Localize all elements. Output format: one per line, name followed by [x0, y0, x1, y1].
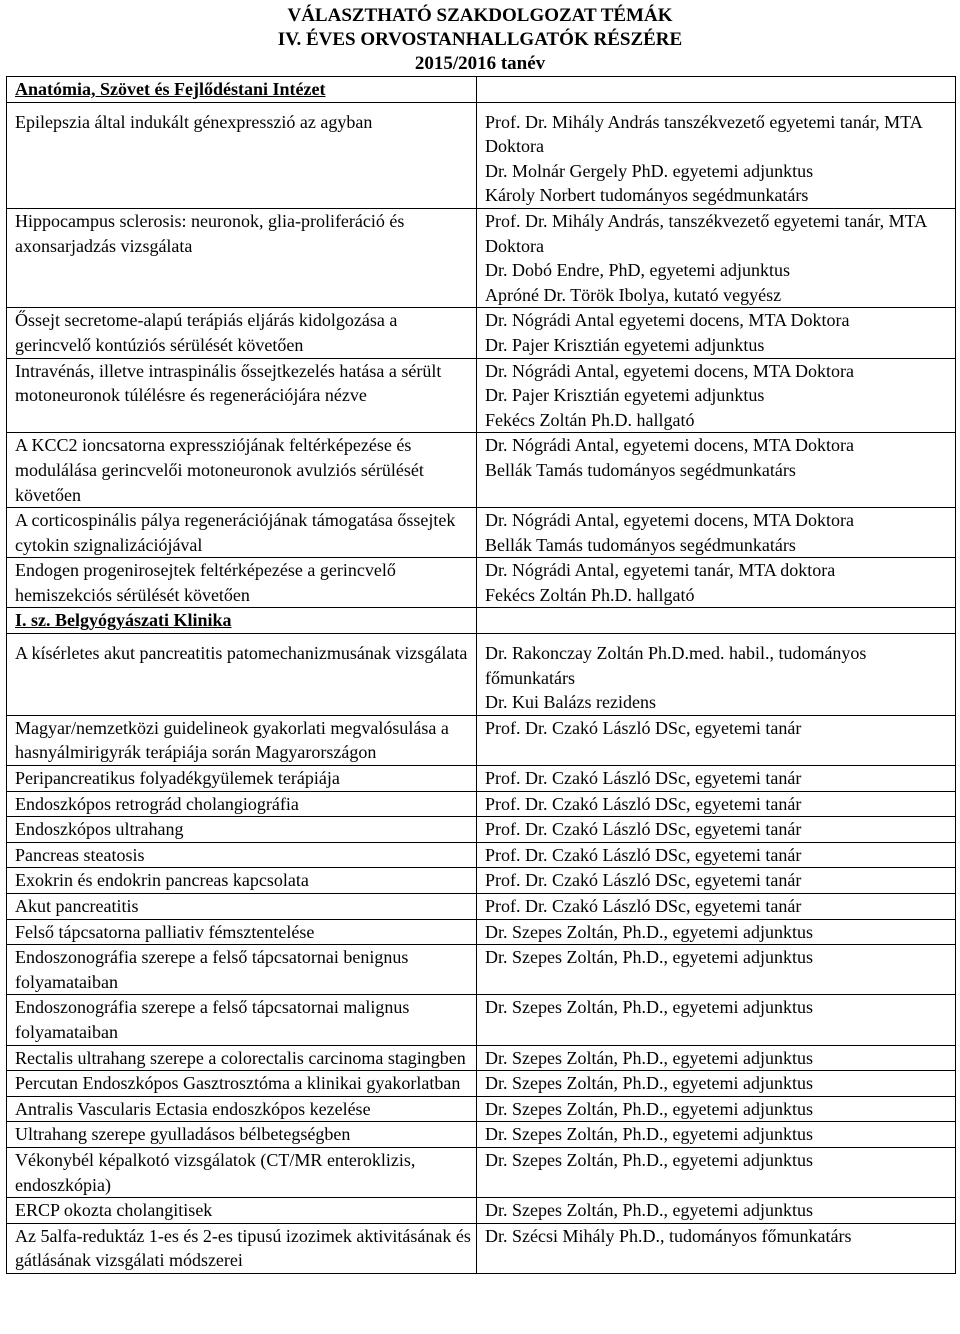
table-row	[7, 919, 956, 945]
topic-cell	[7, 791, 477, 817]
topic-title: Akut pancreatitis	[15, 896, 139, 916]
table-row	[7, 1198, 956, 1224]
thesis-topics-table	[6, 76, 956, 1274]
supervisor-list: Prof. Dr. Mihály András, tanszékvezető egyetemi tanár, MTA Doktora Dr. Dobó Endre, PhD, egyetemi adjunktus Apróné Dr. Török Ibolya, kutató vegyész	[485, 210, 927, 305]
topic-title: Peripancreatikus folyadékgyülemek terápiája	[15, 768, 340, 789]
supervisor-list: Dr. Nógrádi Antal, egyetemi docens, MTA Doktora Dr. Pajer Krisztián egyetemi adjunktus Fekécs Zoltán Ph.D. hallgató	[485, 360, 854, 430]
topic-cell	[7, 817, 477, 843]
document-subtitle: IV. ÉVES ORVOSTANHALLGATÓK RÉSZÉRE	[277, 29, 683, 50]
section-header-empty-cell	[477, 608, 956, 634]
topic-title: Endoszkópos retrográd cholangiográfia	[15, 793, 299, 814]
topic-cell	[7, 1223, 477, 1273]
topic-cell	[7, 102, 477, 208]
supervisor-cell	[477, 102, 956, 208]
supervisor-cell	[477, 1045, 956, 1071]
topic-cell	[7, 508, 477, 558]
table-row	[7, 358, 956, 433]
topic-title: Ultrahang szerepe gyulladásos bélbetegségben	[15, 1124, 351, 1145]
topic-title: A kísérletes akut pancreatitis patomechanizmusának vizsgálata	[15, 643, 468, 664]
topic-title: Felső tápcsatorna palliativ fémsztentelése	[15, 921, 315, 942]
supervisor-cell	[477, 634, 956, 716]
section-header-empty-cell	[477, 77, 956, 103]
supervisor-cell	[477, 1198, 956, 1224]
section-header-cell	[7, 77, 477, 103]
topic-cell	[7, 715, 477, 765]
topic-title: Epilepszia által indukált génexpresszió az agyban	[15, 111, 373, 132]
topic-title: Exokrin és endokrin pancreas kapcsolata	[15, 870, 309, 891]
topic-title: Endoszonográfia szerepe a felső tápcsatornai malignus folyamataiban	[15, 997, 410, 1042]
table-row	[7, 1096, 956, 1122]
supervisor-cell	[477, 433, 956, 508]
table-row	[7, 791, 956, 817]
topic-title: A KCC2 ioncsatorna expressziójának feltérképezése és modulálása gerincvelői motoneuronok avulziós sérülését követően	[15, 435, 424, 505]
table-row	[7, 208, 956, 307]
supervisor-cell	[477, 715, 956, 765]
topic-title: Endoszonográfia szerepe a felső tápcsatornai benignus folyamataiban	[15, 947, 409, 992]
topic-cell	[7, 634, 477, 716]
table-row	[7, 102, 956, 208]
supervisor-cell	[477, 945, 956, 995]
supervisor-list: Dr. Szepes Zoltán, Ph.D., egyetemi adjunktus	[485, 1073, 813, 1094]
supervisor-list: Prof. Dr. Czakó László DSc, egyetemi tanár	[485, 793, 802, 814]
topic-cell	[7, 308, 477, 358]
topic-cell	[7, 208, 477, 307]
supervisor-list: Dr. Nógrádi Antal egyetemi docens, MTA Doktora Dr. Pajer Krisztián egyetemi adjunktus	[485, 310, 850, 355]
section-header-cell	[7, 608, 477, 634]
table-row	[7, 894, 956, 920]
supervisor-cell	[477, 508, 956, 558]
topic-title: A corticospinális pálya regenerációjának támogatása őssejtek cytokin szignalizációjával	[15, 510, 456, 555]
topic-title: ERCP okozta cholangitisek	[15, 1200, 213, 1221]
supervisor-list: Dr. Szepes Zoltán, Ph.D., egyetemi adjunktus	[485, 997, 813, 1018]
supervisor-cell	[477, 208, 956, 307]
supervisor-list: Dr. Szécsi Mihály Ph.D., tudományos főmunkatárs	[485, 1225, 852, 1246]
topic-title: Percutan Endoszkópos Gasztrosztóma a klinikai gyakorlatban	[15, 1073, 461, 1094]
topic-cell	[7, 919, 477, 945]
section-header-row	[7, 608, 956, 634]
supervisor-list: Prof. Dr. Czakó László DSc, egyetemi tanár	[485, 717, 802, 738]
table-row	[7, 766, 956, 792]
document-title: VÁLASZTHATÓ SZAKDOLGOZAT TÉMÁK	[287, 5, 673, 26]
table-row	[7, 715, 956, 765]
topic-cell	[7, 358, 477, 433]
table-row	[7, 1223, 956, 1273]
topic-title: Intravénás, illetve intraspinális őssejtkezelés hatása a sérült motoneuronok túlélésre és regenerációjára nézve	[15, 360, 442, 406]
supervisor-cell	[477, 358, 956, 433]
topic-title: Vékonybél képalkotó vizsgálatok (CT/MR enteroklizis, endoszkópia)	[15, 1149, 416, 1195]
table-row	[7, 817, 956, 843]
table-row	[7, 1071, 956, 1097]
academic-year: 2015/2016 tanév	[414, 53, 546, 74]
topic-cell	[7, 1122, 477, 1148]
topic-cell	[7, 945, 477, 995]
supervisor-cell	[477, 1223, 956, 1273]
supervisor-list: Dr. Szepes Zoltán, Ph.D., egyetemi adjunktus	[485, 1098, 813, 1119]
topic-title: Őssejt secretome-alapú terápiás eljárás kidolgozása a gerincvelő kontúziós sérülését követően	[15, 310, 398, 355]
topic-title: Antralis Vascularis Ectasia endoszkópos kezelése	[15, 1098, 371, 1119]
supervisor-cell	[477, 817, 956, 843]
supervisor-cell	[477, 919, 956, 945]
topic-title: Pancreas steatosis	[15, 844, 145, 865]
supervisor-cell	[477, 766, 956, 792]
supervisor-list: Dr. Rakonczay Zoltán Ph.D.med. habil., tudományos főmunkatárs Dr. Kui Balázs rezidens	[485, 643, 867, 713]
supervisor-cell	[477, 1147, 956, 1197]
topic-title: Magyar/nemzetközi guidelineok gyakorlati megvalósulása a hasnyálmirigyrák terápiája során Magyarországon	[15, 717, 449, 763]
supervisor-cell	[477, 894, 956, 920]
topic-title: Rectalis ultrahang szerepe a colorectalis carcinoma stagingben	[15, 1047, 466, 1068]
supervisor-list: Dr. Szepes Zoltán, Ph.D., egyetemi adjunktus	[485, 921, 813, 942]
supervisor-list: Prof. Dr. Czakó László DSc, egyetemi tanár	[485, 870, 802, 891]
topic-cell	[7, 1198, 477, 1224]
section-title: Anatómia, Szövet és Fejlődéstani Intézet	[15, 79, 326, 99]
topic-title: Hippocampus sclerosis: neuronok, glia-proliferáció és axonsarjadzás vizsgálata	[15, 210, 405, 256]
table-row	[7, 868, 956, 894]
topic-cell	[7, 995, 477, 1045]
supervisor-cell	[477, 1122, 956, 1148]
supervisor-list: Dr. Nógrádi Antal, egyetemi docens, MTA Doktora Bellák Tamás tudományos segédmunkatárs	[485, 435, 854, 480]
table-row	[7, 995, 956, 1045]
supervisor-list: Prof. Dr. Mihály András tanszékvezető egyetemi tanár, MTA Doktora Dr. Molnár Gergely PhD. egyetemi adjunktus Károly Norbert tudományos segédmunkatárs	[485, 111, 922, 206]
thesis-topics-body	[7, 77, 956, 1274]
supervisor-cell	[477, 868, 956, 894]
supervisor-cell	[477, 1071, 956, 1097]
supervisor-list: Prof. Dr. Czakó László DSc, egyetemi tanár	[485, 844, 802, 865]
topic-cell	[7, 1147, 477, 1197]
table-row	[7, 308, 956, 358]
supervisor-list: Dr. Szepes Zoltán, Ph.D., egyetemi adjunktus	[485, 1047, 813, 1068]
table-row	[7, 1147, 956, 1197]
topic-cell	[7, 842, 477, 868]
supervisor-list: Dr. Nógrádi Antal, egyetemi tanár, MTA doktora Fekécs Zoltán Ph.D. hallgató	[485, 560, 836, 605]
table-row	[7, 1122, 956, 1148]
supervisor-cell	[477, 791, 956, 817]
supervisor-list: Dr. Szepes Zoltán, Ph.D., egyetemi adjunktus	[485, 1124, 813, 1145]
table-row	[7, 842, 956, 868]
topic-title: Az 5alfa-reduktáz 1-es és 2-es tipusú izozimek aktivitásának és gátlásának vizsgálati módszerei	[15, 1225, 471, 1271]
topic-cell	[7, 433, 477, 508]
supervisor-list: Prof. Dr. Czakó László DSc, egyetemi tanár	[485, 768, 802, 789]
table-row	[7, 1045, 956, 1071]
table-row	[7, 558, 956, 608]
topic-cell	[7, 766, 477, 792]
supervisor-cell	[477, 308, 956, 358]
supervisor-list: Prof. Dr. Czakó László DSc, egyetemi tanár	[485, 819, 802, 840]
topic-cell	[7, 1096, 477, 1122]
supervisor-cell	[477, 842, 956, 868]
supervisor-cell	[477, 995, 956, 1045]
topic-cell	[7, 894, 477, 920]
supervisor-list: Dr. Szepes Zoltán, Ph.D., egyetemi adjunktus	[485, 1149, 813, 1170]
supervisor-cell	[477, 558, 956, 608]
table-row	[7, 508, 956, 558]
section-title: I. sz. Belgyógyászati Klinika	[15, 610, 232, 631]
topic-cell	[7, 1071, 477, 1097]
topic-cell	[7, 868, 477, 894]
table-row	[7, 945, 956, 995]
table-row	[7, 634, 956, 716]
topic-title: Endoszkópos ultrahang	[15, 819, 184, 840]
supervisor-list: Dr. Szepes Zoltán, Ph.D., egyetemi adjunktus	[485, 1200, 813, 1221]
supervisor-cell	[477, 1096, 956, 1122]
table-row	[7, 433, 956, 508]
supervisor-list: Dr. Nógrádi Antal, egyetemi docens, MTA Doktora Bellák Tamás tudományos segédmunkatárs	[485, 510, 854, 555]
supervisor-list: Dr. Szepes Zoltán, Ph.D., egyetemi adjunktus	[485, 947, 813, 968]
topic-cell	[7, 558, 477, 608]
section-header-row	[7, 77, 956, 103]
supervisor-list: Prof. Dr. Czakó László DSc, egyetemi tanár	[485, 896, 802, 916]
topic-cell	[7, 1045, 477, 1071]
topic-title: Endogen progenirosejtek feltérképezése a gerincvelő hemiszekciós sérülését követően	[15, 560, 396, 605]
